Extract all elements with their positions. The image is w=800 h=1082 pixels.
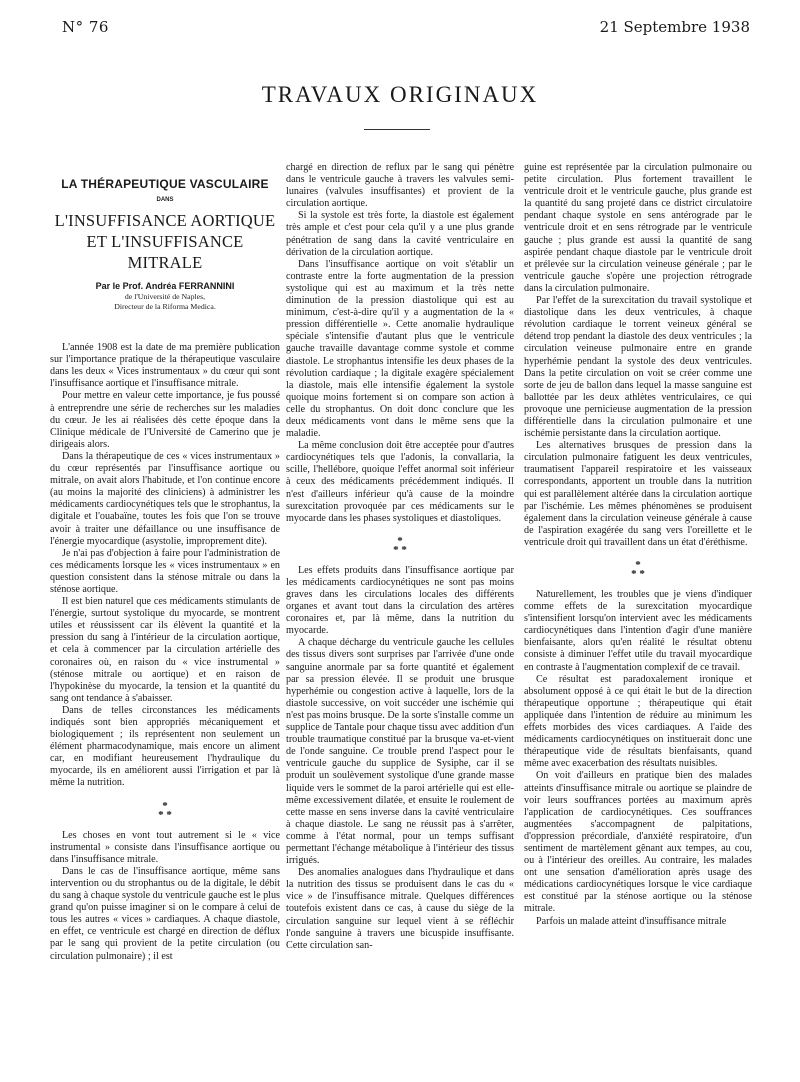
article-title: LA THÉRAPEUTIQUE VASCULAIRE xyxy=(61,177,269,191)
paragraph: A chaque décharge du ventricule gauche les cellules des tissus divers sont surprises par l'arrivée d'une onde sanguine anormale par sa forte quantité et également par sa pression élevée. Il se produit une brusque hyperhémie ou congestion active à laquelle, lors de la diastole successive, on voit succéder une ischémie qui n'est pas moins brusque. De la sorte s'installe comme un supplice de Tantale pour chaque tissu avec addition d'un trouble traumatique constitué par la brusque va-et-vient de l'onde sanguine. Ce trouble prend l'aspect pour le ventricule gauche du supplice de Sysiphe, car il se produit un soulèvement systolique d'une grande masse liquide vers le sommet de la paroi artérielle qui est elle-même excessivement dilatée, et ensuite le roulement de cette masse en sens inverse dans la cavité ventriculaire à chaque diastole. Le sang ne réussit pas à s'arrêter, comme à l'état normal, pour un temps suffisant permettant l'échange métabolique à l'intérieur des tissus irrigués. xyxy=(286,637,514,867)
section-separator: * * * xyxy=(631,559,645,580)
paragraph: Naturellement, les troubles que je viens d'indiquer comme effets de la surexcitation myocardique s'intensifient lorsqu'on intervient avec les médicaments cardiocynétiques dans l'intention d'agir d'une manière bienfaisante, alors qu'en réalité le résultat obtenu consiste à diminuer l'effet utile du travail myocardique en contraste à l'augmentation complexif de ce travail. xyxy=(524,589,752,673)
title-rule xyxy=(364,129,430,130)
article-dans: DANS xyxy=(156,197,174,203)
author-affiliation-2: Directeur de la Riforma Medica. xyxy=(114,302,216,312)
paragraph: Si la systole est très forte, la diastole est également très ample et c'est pour cela qu'il y a une plus grande pénétration de sang dans la cavité ventriculaire en dérivation de la circulation aortique. xyxy=(286,210,514,258)
page-header xyxy=(62,18,750,42)
paragraph: Par l'effet de la surexcitation du travail systolique et diastolique dans les deux ventricules, à chaque révolution cardiaque le torrent veineux général se détend trop pendant la diastole des deux ventricules ; la circulation veineuse pulmonaire entre en grande hyperhémie pendant la systole des deux ventricules. Dans la petite circulation on voit se créer comme une sorte de jeu de ballon dans lequel la masse sanguine est ballottée par les deux athlètes ventriculaires, ce qui provoque une pernicieuse augmentation de la pression différentielle dans la circulation pulmonaire et une ischémie persistante dans la circulation aortique. xyxy=(524,295,752,440)
section-title: TRAVAUX ORIGINAUX xyxy=(261,82,539,107)
paragraph: Dans la thérapeutique de ces « vices instrumentaux » du cœur représentés par l'insuffisance aortique ou mitrale, on avait alors l'habitude, et l'on continue encore (au moins la majorité des cliniciens) à administrer les médicaments cardiocynétiques tels que le strophantus, la digitale et l'ouabaïne, toutes les fois que l'on se trouve avoir à traiter une défaillance ou une insuffisance de l'énergie myocardique (asystolie, improprement dite). xyxy=(50,450,280,547)
paragraph: On voit d'ailleurs en pratique bien des malades atteints d'insuffisance mitrale ou aortique se plaindre de voir leurs souffrances portées au maximum après l'application de cardiocynétiques. Ces souffrances augmentées s'accompagnent de palpitations, d'oppression précordiale, d'anxiété respiratoire, d'un sentiment de martèlement gênant aux tempes, au cou, ou à l'intérieur des oreilles. Au contraire, les malades ont une sensation d'amélioration après usage des médications cardiocynétiques lorsque le vice cardiaque est constitué par la sténose aortique ou la sténose mitrale. xyxy=(524,770,752,915)
paragraph: Il est bien naturel que ces médicaments stimulants de l'énergie, surtout systolique du myocarde, se montrent utiles et réussissent car ils élèvent la quantité et la pression du sang à l'intérieur de la circulation aortique, et cela à commencer par la circulation artérielle des coronaires où, en raison du « vice instrumental » (sténose mitrale ou aortique) et en raison de l'hypokinèse du myocarde, la tension et la quantité du sang ont tendance à s'abaisser. xyxy=(50,596,280,704)
paragraph: Pour mettre en valeur cette importance, je fus poussé à entreprendre une série de recherches sur les maladies du cœur. Je les ai réalisées dès cette époque dans la Clinique médicale de l'Université de Camerino que je dirigeais alors. xyxy=(50,390,280,450)
paragraph: guine est représentée par la circulation pulmonaire ou petite circulation. Plus fortement travaillent le ventricule droit et le ventricule gauche, plus grande est la quantité du sang projeté dans ce district circulatoire pendant chaque systole en sens antérograde par le ventricule droit et en sens rétrograde par le ventricule gauche ; plus grande est aussi la quantité de sang aspirée pendant chaque diastole par le ventricule droit et prélevée sur la circulation veineuse générale ; par le ventricule gauche s'opère une projection rétrograde dans la circulation pulmonaire. xyxy=(524,162,752,294)
section-separator: * * * xyxy=(393,534,407,556)
issue-date: 21 Septembre 1938 xyxy=(599,18,750,36)
paragraph: Les alternatives brusques de pression dans la circulation pulmonaire fatiguent les deux ventricules, traumatisent l'appareil respiratoire et les vaisseaux correspondants, apportent un trouble dans la nutrition qui est parallèlement altérée dans la circulation aortique par l'ischémie. Les mêmes phénomènes se produisent également dans la circulation veineuse générale à cause de l'aspiration exagérée du sang vers l'oreillette et le ventricule droit qui travaillent dans un état d'éréthisme. xyxy=(524,440,752,548)
article-subtitle-2: ET L'INSUFFISANCE MITRALE xyxy=(86,232,244,273)
paragraph: Ce résultat est paradoxalement ironique et absolument opposé à ce qui était le but de la direction thérapeutique opportune ; thérapeutique qui était appliquée dans l'intention de réduire au minimum les effets morbides des vices cardiaques. A l'aide des médicaments cardiocynétiques on instituerait donc une thérapeutique vide de résultats bienfaisants, quand même avec exacerbation des résultats nuisibles. xyxy=(524,673,752,770)
paragraph: Je n'ai pas d'objection à faire pour l'administration de ces médicaments lorsque les « vices instrumentaux » en question consistent dans la sténose mitrale ou dans la sténose aortique. xyxy=(50,547,280,595)
issue-number: N° 76 xyxy=(62,18,109,36)
paragraph: chargé en direction de reflux par le sang qui pénètre dans le ventricule gauche à travers les valvules semi-lunaires (valvules insuffisantes) et provient de la circulation aortique. xyxy=(286,162,514,210)
paragraph: Les effets produits dans l'insuffisance aortique par les médicaments cardiocynétiques ne sont pas moins graves dans les circulations locales des différents organes et avant tout dans la circulation des artères coronaires et, par là même, dans la nutrition du myocarde. xyxy=(286,564,514,637)
section-separator: * * * xyxy=(158,799,172,821)
paragraph: L'année 1908 est la date de ma première publication sur l'importance pratique de la thérapeutique vasculaire dans les deux « Vices instrumentaux » du cœur qui sont l'insuffisance aortique et l'insuffisance mitrale. xyxy=(50,342,280,390)
paragraph: Dans l'insuffisance aortique on voit s'établir un contraste entre la forte augmentation de la pression systolique qui est au maximum et la très nette diminution de la pression diastolique qui est au minimum, c'est-à-dire qu'il y a augmentation de la « pression différentielle ». Cette anomalie hydraulique spéciale s'intensifie d'autant plus que le ventricule gauche travaille davantage comme systole et comme diastole. Le strophantus intensifie les deux phases de la révolution cardiaque ; la digitale exagère spécialement la diastole, mais elle intensifie également la systole quoique moins fortement si on compare son action à celle du strophantus. On doit donc conclure que les deux médicaments vont dans le même sens que la maladie. xyxy=(286,258,514,440)
paragraph: Des anomalies analogues dans l'hydraulique et dans la nutrition des tissus se produisent dans le cas du « vice » de l'insuffisance mitrale. Quelques différences toutefois existent dans ce cas, à cause du siège de la circulation sanguine sur lequel vient à se réfléchir l'onde sanguine à travers une bicuspide insuffisante. Cette circulation san- xyxy=(286,867,514,951)
paragraph: La même conclusion doit être acceptée pour d'autres cardiocynétiques tels que l'adonis, la convallaria, la scille, l'hellébore, quoique l'effet anormal soit inférieur à ceux des médicaments précédemment indiqués. Il n'est d'ailleurs inférieur qu'à cause de la moindre surexcitation provoquée par ces médicaments sur le myocarde dans les phases systoliques et diastoliques. xyxy=(286,440,514,524)
paragraph: Les choses en vont tout autrement si le « vice instrumental » consiste dans l'insuffisance aortique ou dans l'insuffisance mitrale. xyxy=(50,829,280,865)
paragraph: Parfois un malade atteint d'insuffisance mitrale xyxy=(536,915,727,927)
column-2 xyxy=(286,162,514,952)
column-3 xyxy=(524,162,752,928)
article-author: Par le Prof. Andréa FERRANNINI xyxy=(95,281,235,292)
article-subtitle-1: L'INSUFFISANCE AORTIQUE xyxy=(54,211,276,231)
author-affiliation-1: de l'Université de Naples, xyxy=(124,292,206,302)
paragraph: Dans de telles circonstances les médicaments indiqués sont bien appropriés mécaniquement et biologiquement ; ils représentent non seulement un élément pharmacodynamique, mais encore un aliment car, en modifiant heureusement l'hydraulique du myocarde, ils en améliorent aussi l'irrigation et par là même la nutrition. xyxy=(50,704,280,789)
paragraph: Dans le cas de l'insuffisance aortique, même sans intervention ou du strophantus ou de la digitale, le débit du sang à chaque systole du ventricule gauche est le plus grand qu'on puisse imaginer si on le compare à celui de tous les autres « vices » cardiaques. A chaque diastole, en effet, ce ventricule est chargé en direction de déflux par le sang qui provient de la petite circulation (ou circulation pulmonaire) ; il est xyxy=(50,865,280,962)
column-1 xyxy=(50,173,280,963)
